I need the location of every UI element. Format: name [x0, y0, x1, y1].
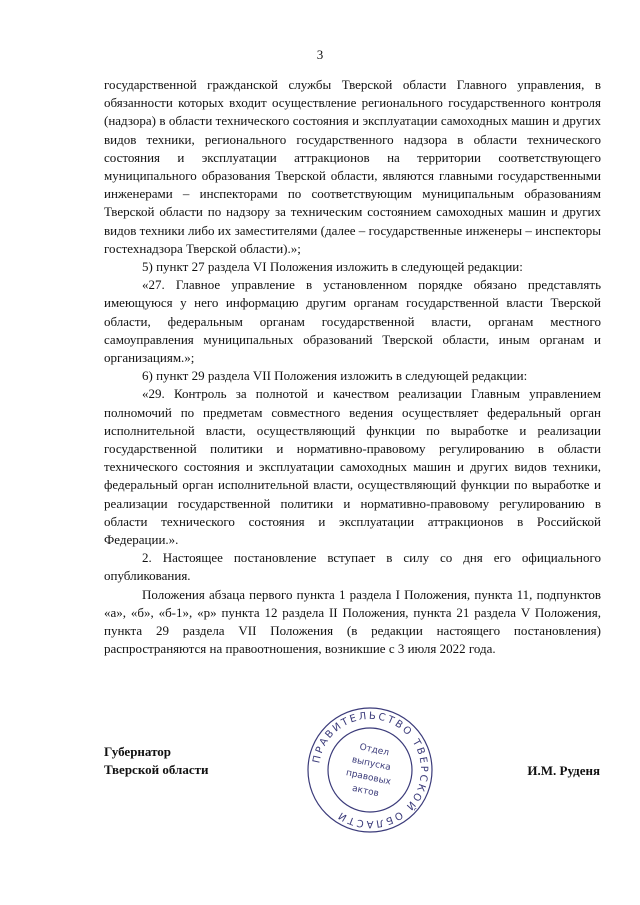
paragraph-applicability: Положения абзаца первого пункта 1 раздела I Положения, пункта 11, подпунктов «а», «б», «б-1», «р» пункта 12 раздела II Положения, пункта 21 раздела V Положения, пункта 29 раздела VII Положения (в редакции настоящего постановления) распространяются на правоотношения, возникшие с 3 июля 2022 года.: [104, 586, 601, 657]
signatory-name: И.М. Руденя: [527, 763, 600, 778]
stamp-center-line2: выпуска: [350, 755, 392, 774]
stamp-center-line1: Отдел: [358, 742, 390, 759]
paragraph-clause-29: «29. Контроль за полнотой и качеством реализации Главным управлением полномочий по предметам совместного ведения осуществляет федеральный орган исполнительной власти, осуществляющий функции по выработке и реализации государственной политики и нормативно-правовому регулированию в области технического состояния и эксплуатации самоходных машин и других видов техники, федеральный орган исполнительной власти, осуществляющий функции по выработке и реализации государственной политики и нормативно-правовому регулированию в области технического состояния и эксплуатации аттракционов в Российской Федерации.».: [104, 386, 601, 548]
page-number: 3: [316, 47, 324, 62]
signatory-title-line1: Губернатор: [104, 744, 172, 759]
stamp-center-line4: актов: [351, 783, 380, 800]
paragraph-clause-27: «27. Главное управление в установленном порядке обязано представлять имеющуюся у него информацию другим органам государственной власти Тверской области, федеральным органам государственной власти, органам местного самоуправления муниципальных образований Тверской области, иным органам и организациям.»;: [104, 277, 601, 366]
paragraph-section-2: 2. Настоящее постановление вступает в силу со дня его официального опубликования.: [104, 550, 601, 584]
document-body: [104, 76, 601, 659]
paragraph-item-6: 6) пункт 29 раздела VII Положения изложить в следующей редакции:: [142, 368, 528, 384]
paragraph-continuation: государственной гражданской службы Тверской области Главного управления, в обязанности которых входит осуществление регионального государственного контроля (надзора) в области технического состояния и эксплуатации самоходных машин и других видов техники, регионального государственного надзора в области технического состояния и эксплуатации аттракционов на территории соответствующего муниципального образования Тверской области, являются главными государственными инженерами – инспекторами по соответствующим муниципальным образованиям Тверской области по надзору за техническим состоянием самоходных машин и других видов техники либо их заместителями (далее – государственные инженеры – инспекторы гостехнадзора Тверской области).»;: [104, 77, 601, 256]
stamp-ring-text: ПРАВИТЕЛЬСТВО ТВЕРСКОЙ ОБЛАСТИ: [311, 710, 430, 830]
signatory-title: [104, 743, 209, 779]
signatory-title-line2: Тверской области: [104, 762, 209, 777]
stamp-center-line3: правовых: [344, 768, 392, 788]
paragraph-item-5: 5) пункт 27 раздела VI Положения изложить в следующей редакции:: [142, 259, 523, 275]
official-stamp: [306, 706, 434, 834]
